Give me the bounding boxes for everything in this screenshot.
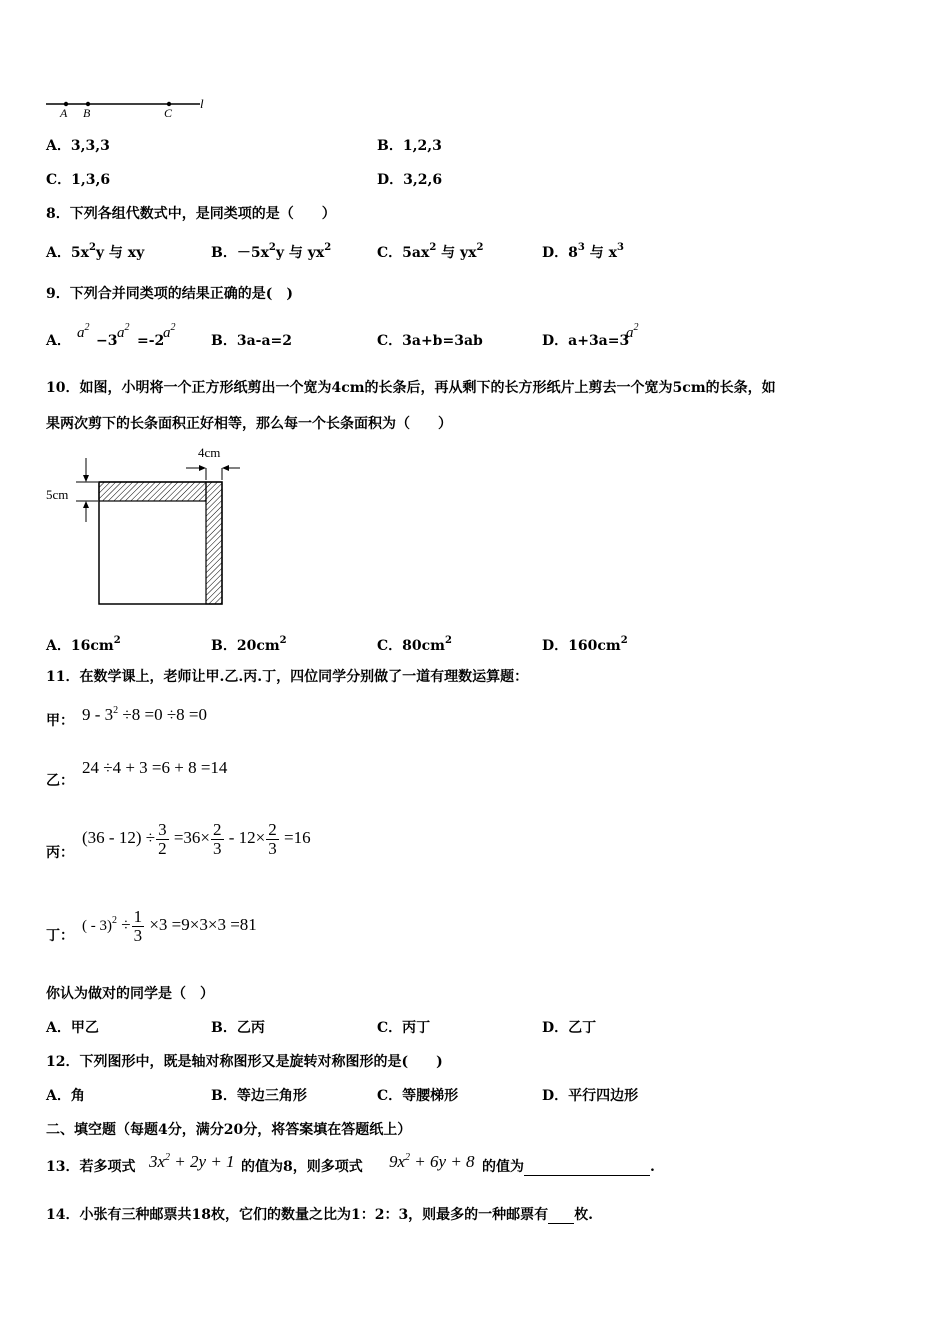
q13-post: 的值为 . [482, 1159, 655, 1175]
label-a: A [60, 106, 68, 120]
q8-option-c: C．$5ax^2$ 与 $yx^2$ [377, 242, 484, 261]
q11-option-d: D．乙丁 [542, 1020, 597, 1036]
q13-answer-blank[interactable] [524, 1159, 650, 1176]
q10-option-d: D．$160cm^2$ [542, 635, 628, 654]
q10-label-4cm: 4cm [198, 445, 221, 460]
q11-ding-label: 丁： [46, 928, 74, 944]
q9-a-op1: −3 [96, 333, 118, 349]
q9-a-op2: =-2 [137, 333, 165, 349]
q9-d-term: $a^2$ [626, 322, 639, 341]
q10-square-figure [44, 446, 244, 612]
q11-yi-expr: 24 ÷4 + 3 =6 + 8 =14 [82, 758, 228, 777]
q12-option-b: B．等边三角形 [211, 1088, 307, 1104]
q10-label-5cm: 5cm [46, 487, 69, 502]
q13-poly2: $9x^2 + 6y + 8$ [389, 1152, 475, 1171]
q11-stem: 11．在数学课上，老师让甲.乙.丙.丁，四位同学分别做了一道有理数运算题： [46, 669, 529, 685]
q11-jia-expr: $9 - 3^2 \div 8 =0 \div 8 =0$ [82, 705, 208, 724]
q10-top-strip [99, 482, 206, 501]
q11-ask: 你认为做对的同学是（ ） [46, 986, 214, 1002]
label-b: B [83, 106, 91, 120]
q9-a-term2: $a^2$ [117, 322, 130, 341]
q13-pre: 13．若多项式 [46, 1159, 136, 1175]
q7-option-b: B．1,2,3 [377, 138, 442, 154]
q8-option-a: A．$5x^2y$ 与 xy [46, 242, 145, 261]
q9-option-c: C．3a+b=3ab [377, 333, 483, 349]
q12-stem: 12．下列图形中，既是轴对称图形又是旋转对称图形的是( ) [46, 1054, 443, 1070]
q8-option-b: B．$-5x^2y$ 与 $yx^2$ [211, 242, 332, 261]
q11-jia-label: 甲： [46, 713, 74, 729]
q8-option-d: D．$8^3$ 与 $x^3$ [542, 242, 624, 261]
q7-option-d: D．3,2,6 [377, 172, 443, 188]
q13-mid: 的值为8，则多项式 [241, 1159, 363, 1175]
section-2-heading: 二、填空题（每题4分，满分20分，将答案填在答题纸上） [46, 1122, 412, 1138]
q14-text: 14．小张有三种邮票共18枚，它们的数量之比为1：2：3，则最多的一种邮票有 枚. [46, 1207, 594, 1223]
q11-bing-frac2: $\frac{2}{3}$ [213, 819, 222, 858]
q7-option-a: A．3,3,3 [46, 138, 110, 154]
number-line-figure [42, 96, 222, 124]
q10-option-a: A．$16cm^2$ [46, 635, 121, 654]
q9-option-a: A． [46, 333, 71, 349]
q10-right-strip [206, 482, 222, 604]
q9-stem: 9．下列合并同类项的结果正确的是( ) [46, 286, 293, 302]
q12-option-a: A．角 [46, 1088, 85, 1104]
q11-option-c: C．丙丁 [377, 1020, 431, 1036]
q11-yi-label: 乙： [46, 773, 74, 789]
q11-bing-frac3: $\frac{2}{3}$ [268, 819, 277, 858]
q11-option-a: A．甲乙 [46, 1020, 99, 1036]
q10-stem-line2: 果两次剪下的长条面积正好相等，那么每一个长条面积为（ ） [46, 416, 452, 432]
q10-stem-line1: 10．如图，小明将一个正方形纸剪出一个宽为4cm的长条后，再从剩下的长方形纸片上剪去一个宽为5cm的长条，如 [46, 380, 776, 396]
q11-ding-expr: ( - 3)$^2$ ÷ $\frac{1}{3}$ ×3 =9×3×3 =81 [82, 906, 257, 945]
q12-option-d: D．平行四边形 [542, 1088, 639, 1104]
label-line-l: l [200, 96, 204, 111]
q13-poly1: $3x^2 + 2y + 1$ [149, 1152, 235, 1171]
q10-option-b: B．$20cm^2$ [211, 635, 287, 654]
q12-option-c: C．等腰梯形 [377, 1088, 459, 1104]
q7-option-c: C．1,3,6 [46, 172, 111, 188]
q9-a-term3: $a^2$ [163, 322, 176, 341]
q11-option-b: B．乙丙 [211, 1020, 265, 1036]
label-c: C [164, 106, 173, 120]
q11-bing-expr: (36 - 12) ÷ $\frac{3}{2}$ =36× $\frac{2}{3}$ - 12× $\frac{2}{3}$ =16 [82, 819, 311, 858]
q11-ding-frac: $\frac{1}{3}$ [133, 906, 143, 945]
q9-option-d: D．a+3a=3 [542, 333, 630, 349]
q14-answer-blank[interactable] [548, 1207, 574, 1224]
q10-option-c: C．$80cm^2$ [377, 635, 452, 654]
q9-a-term1: $a^2$ [77, 322, 90, 341]
q8-stem: 8．下列各组代数式中，是同类项的是（ ） [46, 206, 336, 222]
q11-bing-frac1: $\frac{3}{2}$ [158, 819, 167, 858]
q11-bing-label: 丙： [46, 845, 74, 861]
q9-option-b: B．3a-a=2 [211, 333, 292, 349]
